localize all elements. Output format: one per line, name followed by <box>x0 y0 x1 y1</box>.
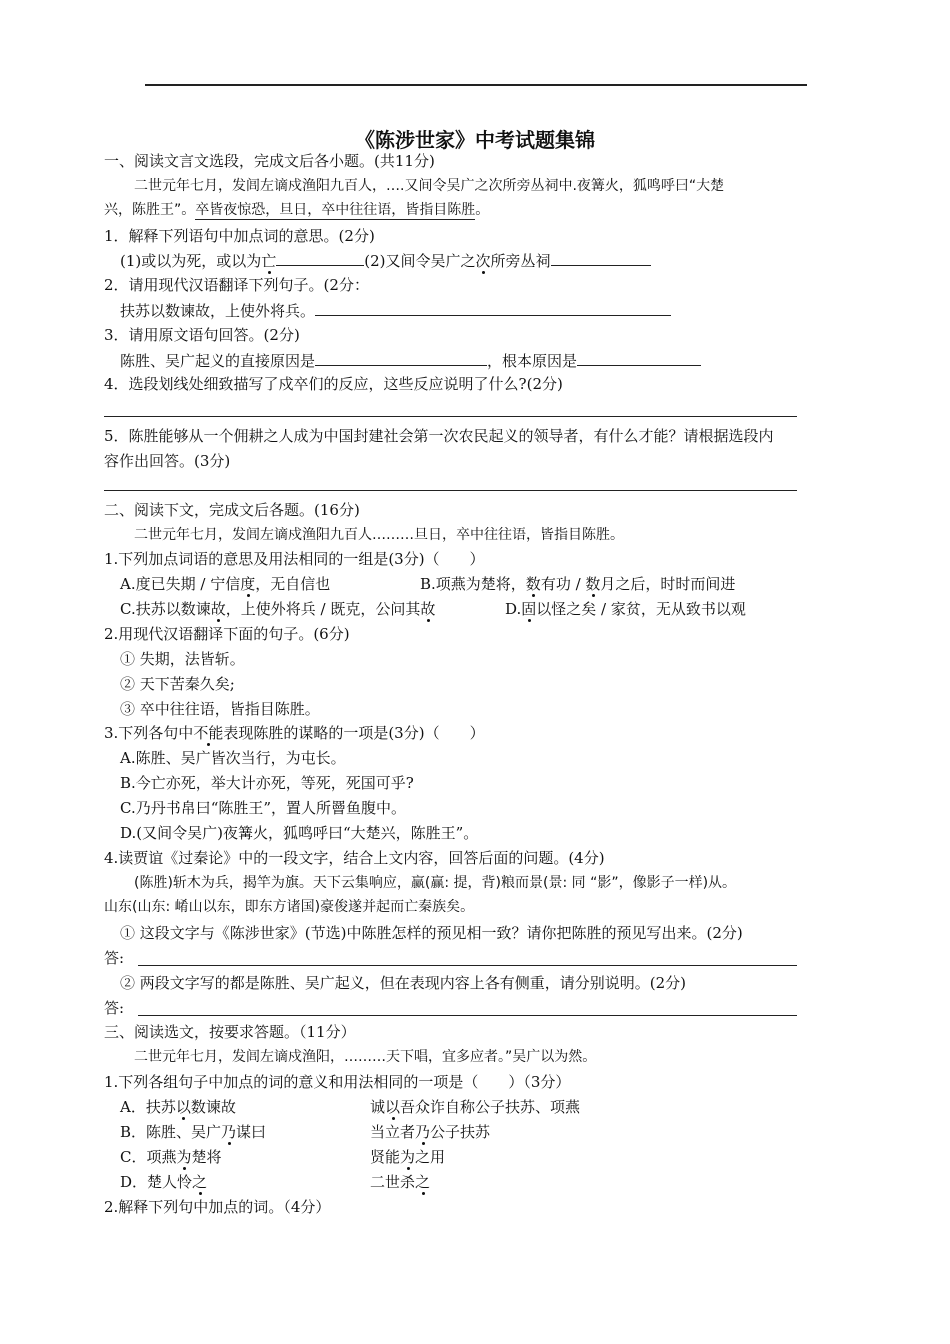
dotted-word: 数 <box>585 575 601 593</box>
section2-passage: 二世元年七月，发闾左谪戍渔阳九百人………旦日，卒中往往语，皆指目陈胜。 <box>134 527 624 543</box>
s3-q1-option-d: D．楚人怜之 <box>120 1173 208 1191</box>
dotted-word: 乃 <box>415 1123 431 1141</box>
s2-q1-option-a: A.度已失期 / 宁信度，无自信也 <box>120 575 331 593</box>
section1-passage-line1: 二世元年七月，发闾左谪戍渔阳九百人，….又间令吴广之次所旁丛祠中.夜篝火，狐鸣呼曰“大楚 <box>134 178 725 194</box>
s3-q1-option-a: A．扶苏以数谏故 <box>120 1098 236 1116</box>
s3-question1: 1.下列各组句子中加点的词的意义和用法相同的一项是（ ）（3分） <box>104 1073 571 1091</box>
s2-q2-item1: ① 失期，法皆斩。 <box>120 650 245 668</box>
dotted-word: 为 <box>400 1148 416 1166</box>
answer-blank[interactable] <box>551 249 651 266</box>
answer-label: 答: <box>104 949 125 967</box>
s1-question5-line2: 容作出回答。(3分) <box>104 452 231 470</box>
s2-q3-option-d: D.(又间令吴广)夜篝火，狐鸣呼曰“大楚兴，陈胜王”。 <box>120 824 479 842</box>
s1-question1-items: (1)或以为死，或以为亡 (2)又间令吴广之次所旁丛祠 <box>120 249 651 272</box>
page-title: 《陈涉世家》中考试题集锦 <box>355 128 595 152</box>
answer-line[interactable] <box>104 490 797 491</box>
section3-heading: 三、阅读选文，按要求答题。（11分） <box>104 1023 356 1041</box>
dotted-word: 乃 <box>221 1123 237 1141</box>
answer-label: 答: <box>104 999 125 1017</box>
dotted-word: 之 <box>192 1173 208 1191</box>
s1-question3-prompt: 陈胜、吴广起义的直接原因是 ，根本原因是 <box>120 349 701 372</box>
dotted-word: 故 <box>420 600 436 618</box>
s1-question3: 3．请用原文语句回答。(2分) <box>104 326 300 344</box>
s2-q2-item3: ③ 卒中往往语，皆指目陈胜。 <box>120 700 320 718</box>
dotted-word: 为 <box>176 1148 192 1166</box>
s2-question1: 1.下列加点词语的意思及用法相同的一组是(3分)（ ） <box>104 550 485 568</box>
dotted-word: 度 <box>240 575 256 593</box>
s2-q3-option-c: C.乃丹书帛曰“陈胜王”，置人所罾鱼腹中。 <box>120 799 407 817</box>
s1-question1: 1．解释下列语句中加点词的意思。(2分) <box>104 227 375 245</box>
s2-question4: 4.读贾谊《过秦论》中的一段文字，结合上文内容，回答后面的问题。(4分) <box>104 849 605 867</box>
answer-blank[interactable] <box>315 299 671 316</box>
s2-q2-item2: ② 天下苦秦久矣; <box>120 675 235 693</box>
section2-heading: 二、阅读下文，完成文后各题。(16分) <box>104 501 360 519</box>
s2-q1-option-d: D.固以怪之矣 / 家贫，无从致书以观 <box>505 600 746 618</box>
s2-question3: 3.下列各句中不能表现陈胜的谋略的一项是(3分)（ ） <box>104 724 485 742</box>
s3-q1-option-b-right: 当立者乃公子扶苏 <box>370 1123 491 1141</box>
s2-q4-passage-line2: 山东(山东: 崤山以东，即东方诸国)豪俊遂并起而亡秦族矣。 <box>104 899 475 915</box>
s3-q1-option-c: C．项燕为楚将 <box>120 1148 222 1166</box>
section3-passage: 二世元年七月，发闾左谪戍渔阳，………天下唱，宜多应者。”吴广以为然。 <box>134 1049 597 1065</box>
section1-heading: 一、阅读文言文选段，完成文后各小题。(共11分) <box>104 152 435 170</box>
s2-q3-option-a: A.陈胜、吴广皆次当行，为屯长。 <box>120 749 346 767</box>
s3-question2: 2.解释下列句中加点的词。（4分） <box>104 1198 331 1216</box>
dotted-word: 以 <box>385 1098 401 1116</box>
s3-q1-option-a-right: 诚以吾众诈自称公子扶苏、项燕 <box>370 1098 581 1116</box>
answer-blank[interactable] <box>577 349 701 366</box>
dotted-word: 次 <box>475 252 491 270</box>
s2-q1-option-b: B.项燕为楚将，数有功 / 数月之后，时时而间进 <box>420 575 736 593</box>
s2-q3-option-b: B.今亡亦死，举大计亦死，等死，死国可乎? <box>120 774 414 792</box>
header-rule <box>145 84 807 86</box>
underlined-passage: 卒皆夜惊恐，旦日，卒中往往语，皆指目陈胜 <box>195 202 476 218</box>
answer-line[interactable] <box>138 1015 797 1016</box>
s3-q1-option-c-right: 贤能为之用 <box>370 1148 446 1166</box>
dotted-word: 亡 <box>261 252 277 270</box>
section1-passage-line2: 兴，陈胜王”。卒皆夜惊恐，旦日，卒中往往语，皆指目陈胜。 <box>104 202 490 218</box>
answer-line[interactable] <box>138 965 797 966</box>
s1-question5-line1: 5．陈胜能够从一个佣耕之人成为中国封建社会第一次农民起义的领导者，有什么才能？请根据选段内 <box>104 427 774 445</box>
s3-q1-option-b: B．陈胜、吴广乃谋曰 <box>120 1123 267 1141</box>
s2-q1-option-c: C.扶苏以数谏故，上使外将兵 / 既克，公问其故 <box>120 600 436 618</box>
s1-question2-sentence: 扶苏以数谏故，上使外将兵。 <box>120 299 671 322</box>
s2-q4-passage-line1: (陈胜)斩木为兵，揭竿为旗。天下云集响应，赢(赢: 提，背)粮而景(景: 同 “影”，像影子一样)从。 <box>134 875 737 891</box>
dotted-word: 不能 <box>193 724 224 742</box>
s1-question4: 4．选段划线处细致描写了戍卒们的反应，这些反应说明了什么?(2分) <box>104 375 563 393</box>
dotted-word: 固 <box>521 600 537 618</box>
s2-q4-sub2: ② 两段文字写的都是陈胜、吴广起义，但在表现内容上各有侧重，请分别说明。(2分) <box>120 974 687 992</box>
answer-blank[interactable] <box>315 349 487 366</box>
answer-line[interactable] <box>104 416 797 417</box>
dotted-word: 数 <box>525 575 541 593</box>
s3-q1-option-d-right: 二世杀之 <box>370 1173 431 1191</box>
s2-question2: 2.用现代汉语翻译下面的句子。(6分) <box>104 625 350 643</box>
s2-q4-sub1: ① 这段文字与《陈涉世家》(节选)中陈胜怎样的预见相一致？请你把陈胜的预见写出来。(2分) <box>120 924 743 942</box>
dotted-word: 故 <box>210 600 226 618</box>
answer-blank[interactable] <box>276 249 364 266</box>
dotted-word: 之 <box>415 1173 431 1191</box>
s1-question2: 2．请用现代汉语翻译下列句子。(2分： <box>104 276 369 294</box>
dotted-word: 以 <box>175 1098 191 1116</box>
